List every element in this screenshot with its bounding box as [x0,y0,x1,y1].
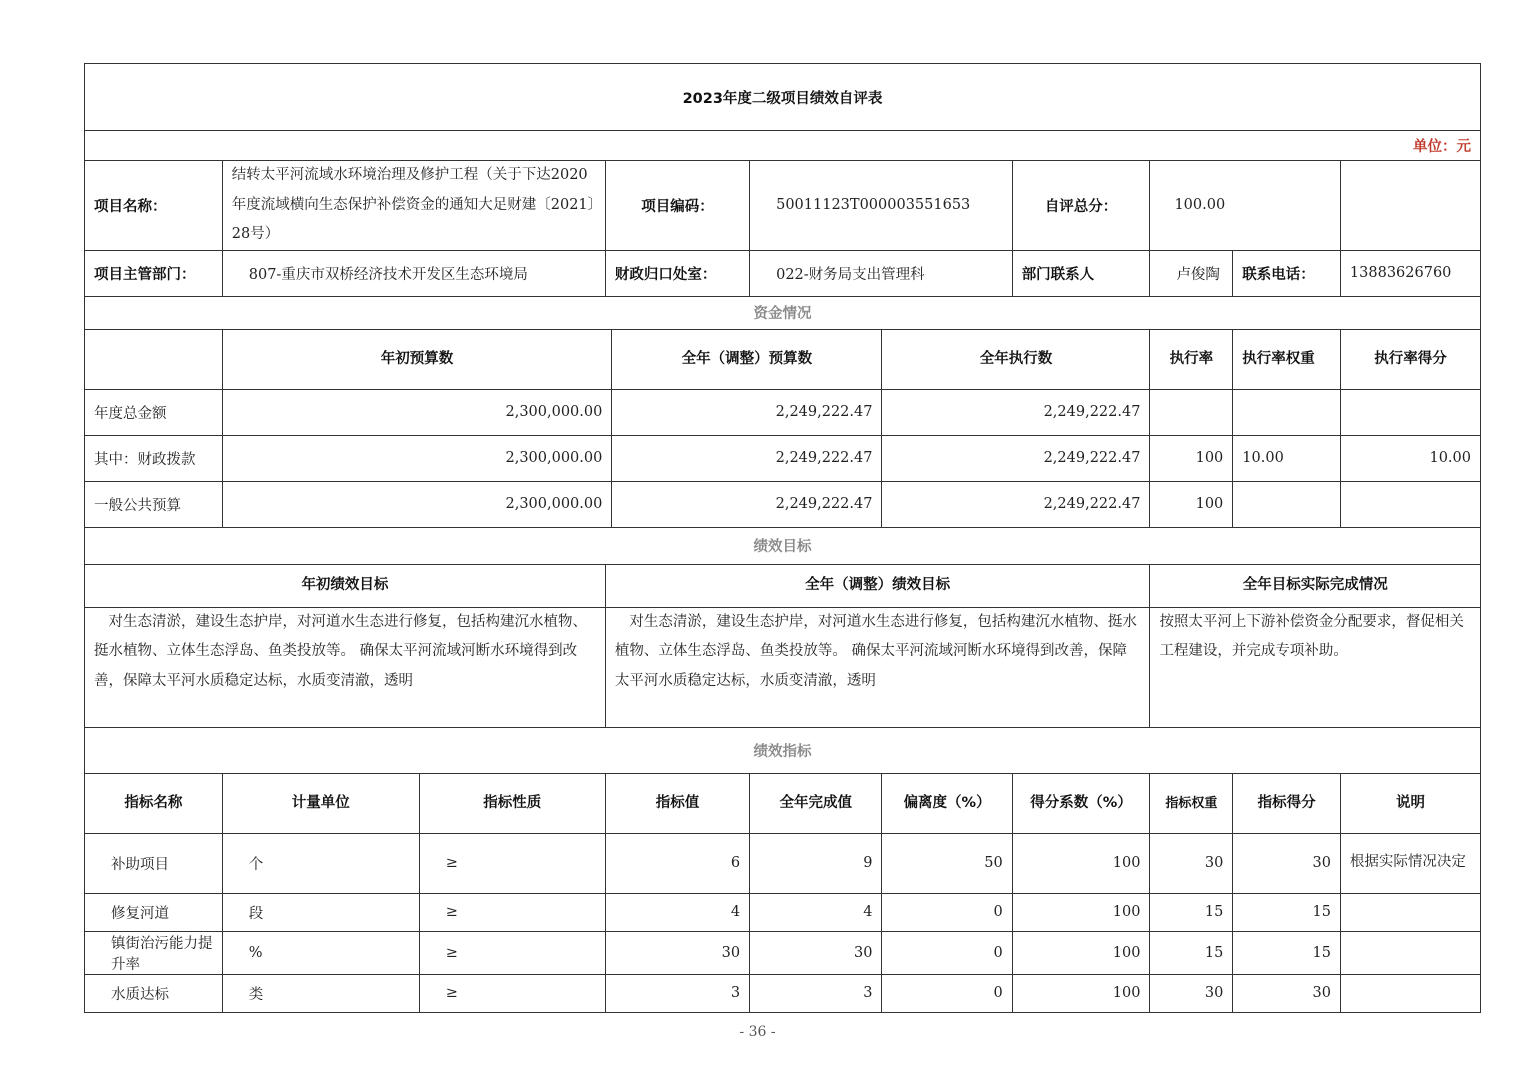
ind-header-weight: 指标权重 [1150,773,1233,833]
funds-header-row [85,329,1481,389]
funds-row-rate: 100 [1150,481,1233,527]
funds-row [85,481,1481,527]
funds-section-title: 资金情况 [85,296,1481,329]
evaluation-table [84,63,1481,1013]
funds-row-executed: 2,249,222.47 [882,481,1150,527]
project-name-value: 结转太平河流域水环境治理及修护工程（关于下达2020年度流域横向生态保护补偿资金的通知大足财建〔2021〕28号） [222,161,605,251]
ind-header-target: 指标值 [605,773,749,833]
contact-value: 卢俊陶 [1150,250,1233,296]
ind-note: 根据实际情况决定 [1340,833,1480,893]
indicator-row [85,833,1481,893]
ind-target: 4 [605,893,749,931]
page-title: 2023年度二级项目绩效自评表 [85,64,1481,131]
goals-header-row [85,564,1481,607]
funds-header-weight: 执行率权重 [1233,329,1341,389]
dept-value: 807-重庆市双桥经济技术开发区生态环境局 [222,250,605,296]
ind-unit: 段 [222,893,419,931]
funds-row-score [1340,481,1480,527]
funds-row-name: 一般公共预算 [85,481,223,527]
unit-label: 单位：元 [85,131,1481,161]
ind-deviation: 0 [882,931,1012,974]
ind-deviation: 0 [882,974,1012,1012]
indicators-section-title: 绩效指标 [85,727,1481,773]
ind-done: 30 [750,931,882,974]
ind-weight: 30 [1150,974,1233,1012]
indicator-row [85,931,1481,974]
ind-name: 镇街治污能力提升率 [85,931,223,974]
indicator-row [85,893,1481,931]
self-score-value: 100.00 [1150,161,1340,251]
ind-name: 补助项目 [85,833,223,893]
ind-header-done: 全年完成值 [750,773,882,833]
ind-done: 4 [750,893,882,931]
project-code-value: 50011123T000003551653 [750,161,1013,251]
ind-header-nature: 指标性质 [419,773,605,833]
phone-label: 联系电话： [1233,250,1341,296]
funds-row-weight: 10.00 [1233,435,1341,481]
ind-header-unit: 计量单位 [222,773,419,833]
ind-weight: 15 [1150,893,1233,931]
ind-done: 3 [750,974,882,1012]
indicators-section-row [85,727,1481,773]
funds-row-initial: 2,300,000.00 [222,481,612,527]
ind-unit: % [222,931,419,974]
ind-target: 30 [605,931,749,974]
ind-header-deviation: 偏离度（%） [882,773,1012,833]
funds-row-score [1340,389,1480,435]
goals-header-initial: 年初绩效目标 [85,564,606,607]
funds-row-name: 其中：财政拨款 [85,435,223,481]
unit-row [85,131,1481,161]
ind-note [1340,931,1480,974]
ind-deviation: 0 [882,893,1012,931]
goals-adjusted-text: 对生态清淤，建设生态护岸，对河道水生态进行修复，包括构建沉水植物、挺水植物、立体生态浮岛、鱼类投放等。 确保太平河流域河断水环境得到改善，保障太平河水质稳定达标，水质变清澈，透明 [605,607,1150,727]
finance-value: 022-财务局支出管理科 [750,250,1013,296]
funds-header-rate: 执行率 [1150,329,1233,389]
project-name-label: 项目名称： [85,161,223,251]
ind-nature: ≥ [419,833,605,893]
title-row [85,64,1481,131]
ind-header-name: 指标名称 [85,773,223,833]
ind-unit: 类 [222,974,419,1012]
ind-coefficient: 100 [1012,833,1150,893]
goals-actual-text: 按照太平河上下游补偿资金分配要求，督促相关工程建设，并完成专项补助。 [1150,607,1481,727]
indicator-row [85,974,1481,1012]
funds-section-row [85,296,1481,329]
self-score-label: 自评总分： [1012,161,1150,251]
project-info-row [85,161,1481,251]
contact-label: 部门联系人 [1012,250,1150,296]
dept-label: 项目主管部门： [85,250,223,296]
ind-nature: ≥ [419,931,605,974]
ind-coefficient: 100 [1012,974,1150,1012]
ind-score: 30 [1233,974,1341,1012]
empty-cell [1340,161,1480,251]
funds-row-name: 年度总金额 [85,389,223,435]
funds-row-score: 10.00 [1340,435,1480,481]
ind-target: 3 [605,974,749,1012]
ind-name: 水质达标 [85,974,223,1012]
funds-header-score: 执行率得分 [1340,329,1480,389]
funds-row-weight [1233,481,1341,527]
ind-target: 6 [605,833,749,893]
funds-row-executed: 2,249,222.47 [882,435,1150,481]
funds-row [85,435,1481,481]
project-code-label: 项目编码： [605,161,749,251]
ind-coefficient: 100 [1012,931,1150,974]
ind-nature: ≥ [419,893,605,931]
ind-score: 15 [1233,931,1341,974]
ind-score: 15 [1233,893,1341,931]
ind-name: 修复河道 [85,893,223,931]
funds-header-initial: 年初预算数 [222,329,612,389]
indicators-header-row [85,773,1481,833]
funds-header-adjusted: 全年（调整）预算数 [612,329,882,389]
goals-header-adjusted: 全年（调整）绩效目标 [605,564,1150,607]
funds-row-executed: 2,249,222.47 [882,389,1150,435]
goals-section-title: 绩效目标 [85,527,1481,564]
phone-value: 13883626760 [1340,250,1480,296]
department-row [85,250,1481,296]
ind-weight: 30 [1150,833,1233,893]
funds-row-weight [1233,389,1341,435]
goals-initial-text: 对生态清淤，建设生态护岸，对河道水生态进行修复，包括构建沉水植物、挺水植物、立体生态浮岛、鱼类投放等。 确保太平河流域河断水环境得到改善，保障太平河水质稳定达标，水质变清澈，透明 [85,607,606,727]
ind-note [1340,893,1480,931]
goals-section-row [85,527,1481,564]
ind-deviation: 50 [882,833,1012,893]
ind-unit: 个 [222,833,419,893]
ind-header-score: 指标得分 [1233,773,1341,833]
funds-row-rate: 100 [1150,435,1233,481]
ind-note [1340,974,1480,1012]
finance-label: 财政归口处室： [605,250,749,296]
goals-header-actual: 全年目标实际完成情况 [1150,564,1481,607]
funds-row-adjusted: 2,249,222.47 [612,435,882,481]
evaluation-sheet [84,63,1481,1013]
ind-coefficient: 100 [1012,893,1150,931]
funds-row-adjusted: 2,249,222.47 [612,389,882,435]
funds-row-adjusted: 2,249,222.47 [612,481,882,527]
funds-header-executed: 全年执行数 [882,329,1150,389]
ind-header-coefficient: 得分系数（%） [1012,773,1150,833]
ind-nature: ≥ [419,974,605,1012]
funds-row-initial: 2,300,000.00 [222,435,612,481]
funds-row-initial: 2,300,000.00 [222,389,612,435]
funds-row-rate [1150,389,1233,435]
funds-header-blank [85,329,223,389]
ind-weight: 15 [1150,931,1233,974]
ind-done: 9 [750,833,882,893]
ind-header-note: 说明 [1340,773,1480,833]
funds-row [85,389,1481,435]
ind-score: 30 [1233,833,1341,893]
goals-content-row [85,607,1481,727]
page-number: - 36 - [739,1024,776,1040]
